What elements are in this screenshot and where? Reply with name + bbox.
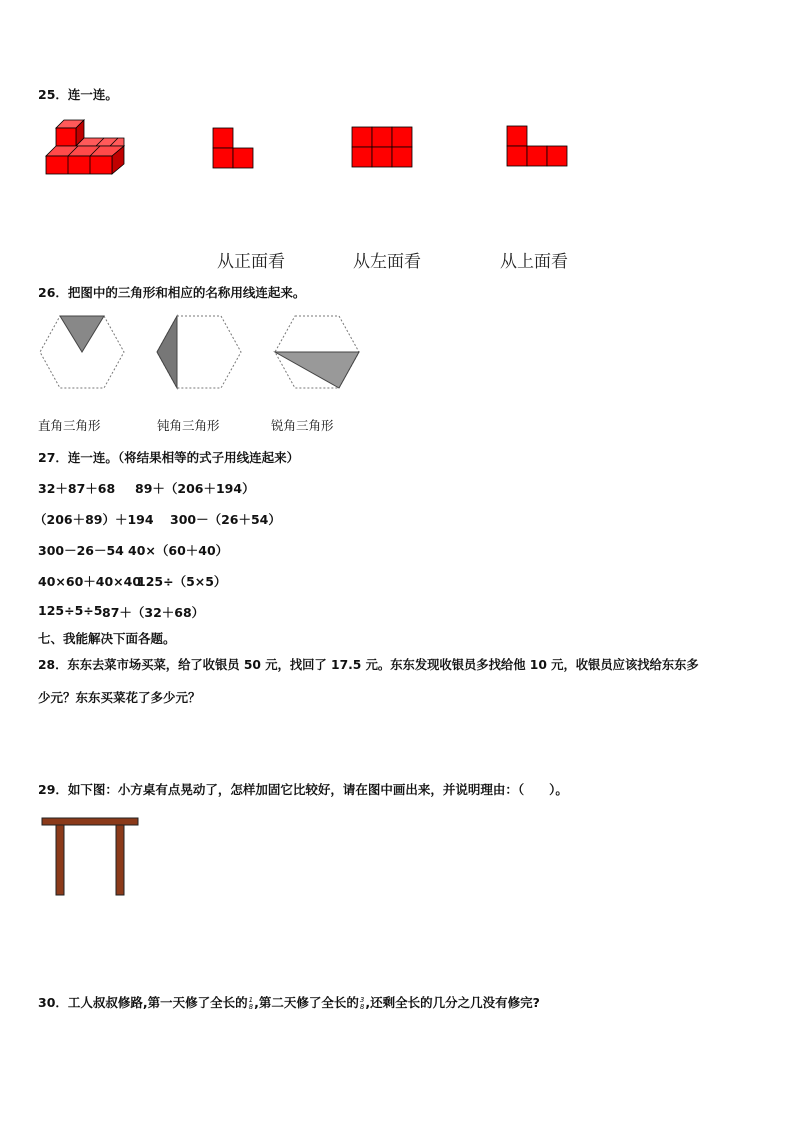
wobbly-table-illustration — [42, 818, 142, 898]
q27-title: 27．连一连。（将结果相等的式子用线连起来） — [38, 450, 300, 465]
q29-text: 29．如下图：小方桌有点晃动了，怎样加固它比较好，请在图中画出来，并说明理由：（ ）。 — [38, 782, 568, 797]
hexagon-right-triangle — [38, 314, 126, 390]
expr-left-3: 300－26－54 — [38, 543, 124, 558]
view-shape-rect-2x3 — [352, 127, 414, 169]
expr-right-5: 87＋（32＋68） — [102, 605, 205, 620]
section-7-heading: 七、我能解决下面各题。 — [38, 631, 176, 646]
expr-left-1: 32＋87＋68 — [38, 481, 116, 496]
q25-title: 25．连一连。 — [38, 87, 118, 102]
q28-line1: 28．东东去菜市场买菜，给了收银员 50 元，找回了 17.5 元。东东发现收银员多找给他 10 元，收银员应该找给东东多 — [38, 658, 699, 672]
expr-left-4: 40×60＋40×40 — [38, 574, 142, 589]
view-label-top: 从上面看 — [500, 252, 568, 272]
expr-right-1: 89＋（206＋194） — [135, 481, 255, 496]
expr-right-4: 125÷（5×5） — [137, 574, 227, 589]
q26-title: 26．把图中的三角形和相应的名称用线连起来。 — [38, 285, 306, 300]
solid-3d-cubes — [46, 116, 130, 178]
view-shape-l-long — [507, 126, 569, 168]
fraction-one-eighth: 1 8 — [248, 995, 254, 1011]
view-shape-l-small — [213, 128, 255, 170]
view-label-front: 从正面看 — [217, 252, 285, 272]
hexagon-obtuse-triangle — [155, 314, 243, 390]
expr-right-2: 300－（26＋54） — [170, 512, 281, 527]
expr-right-3: 40×（60＋40） — [128, 543, 229, 558]
q28-line2: 少元？东东买菜花了多少元？ — [38, 690, 201, 705]
q30-text — [38, 993, 540, 1011]
label-right-triangle: 直角三角形 — [38, 418, 101, 433]
view-label-left: 从左面看 — [353, 252, 421, 272]
q30-part1: 30．工人叔叔修路,第一天修了全长的 — [38, 995, 248, 1010]
expr-left-5: 125÷5÷5 — [38, 603, 103, 618]
label-acute-triangle: 锐角三角形 — [271, 418, 334, 433]
fraction-three-eighths: 3 8 — [359, 995, 365, 1011]
hexagon-acute-triangle — [273, 314, 361, 390]
label-obtuse-triangle: 钝角三角形 — [157, 418, 220, 433]
expr-left-2: （206＋89）＋194 — [34, 512, 154, 527]
q30-part3: ,还剩全长的几分之几没有修完? — [365, 995, 540, 1010]
q30-part2: ,第二天修了全长的 — [254, 995, 359, 1010]
